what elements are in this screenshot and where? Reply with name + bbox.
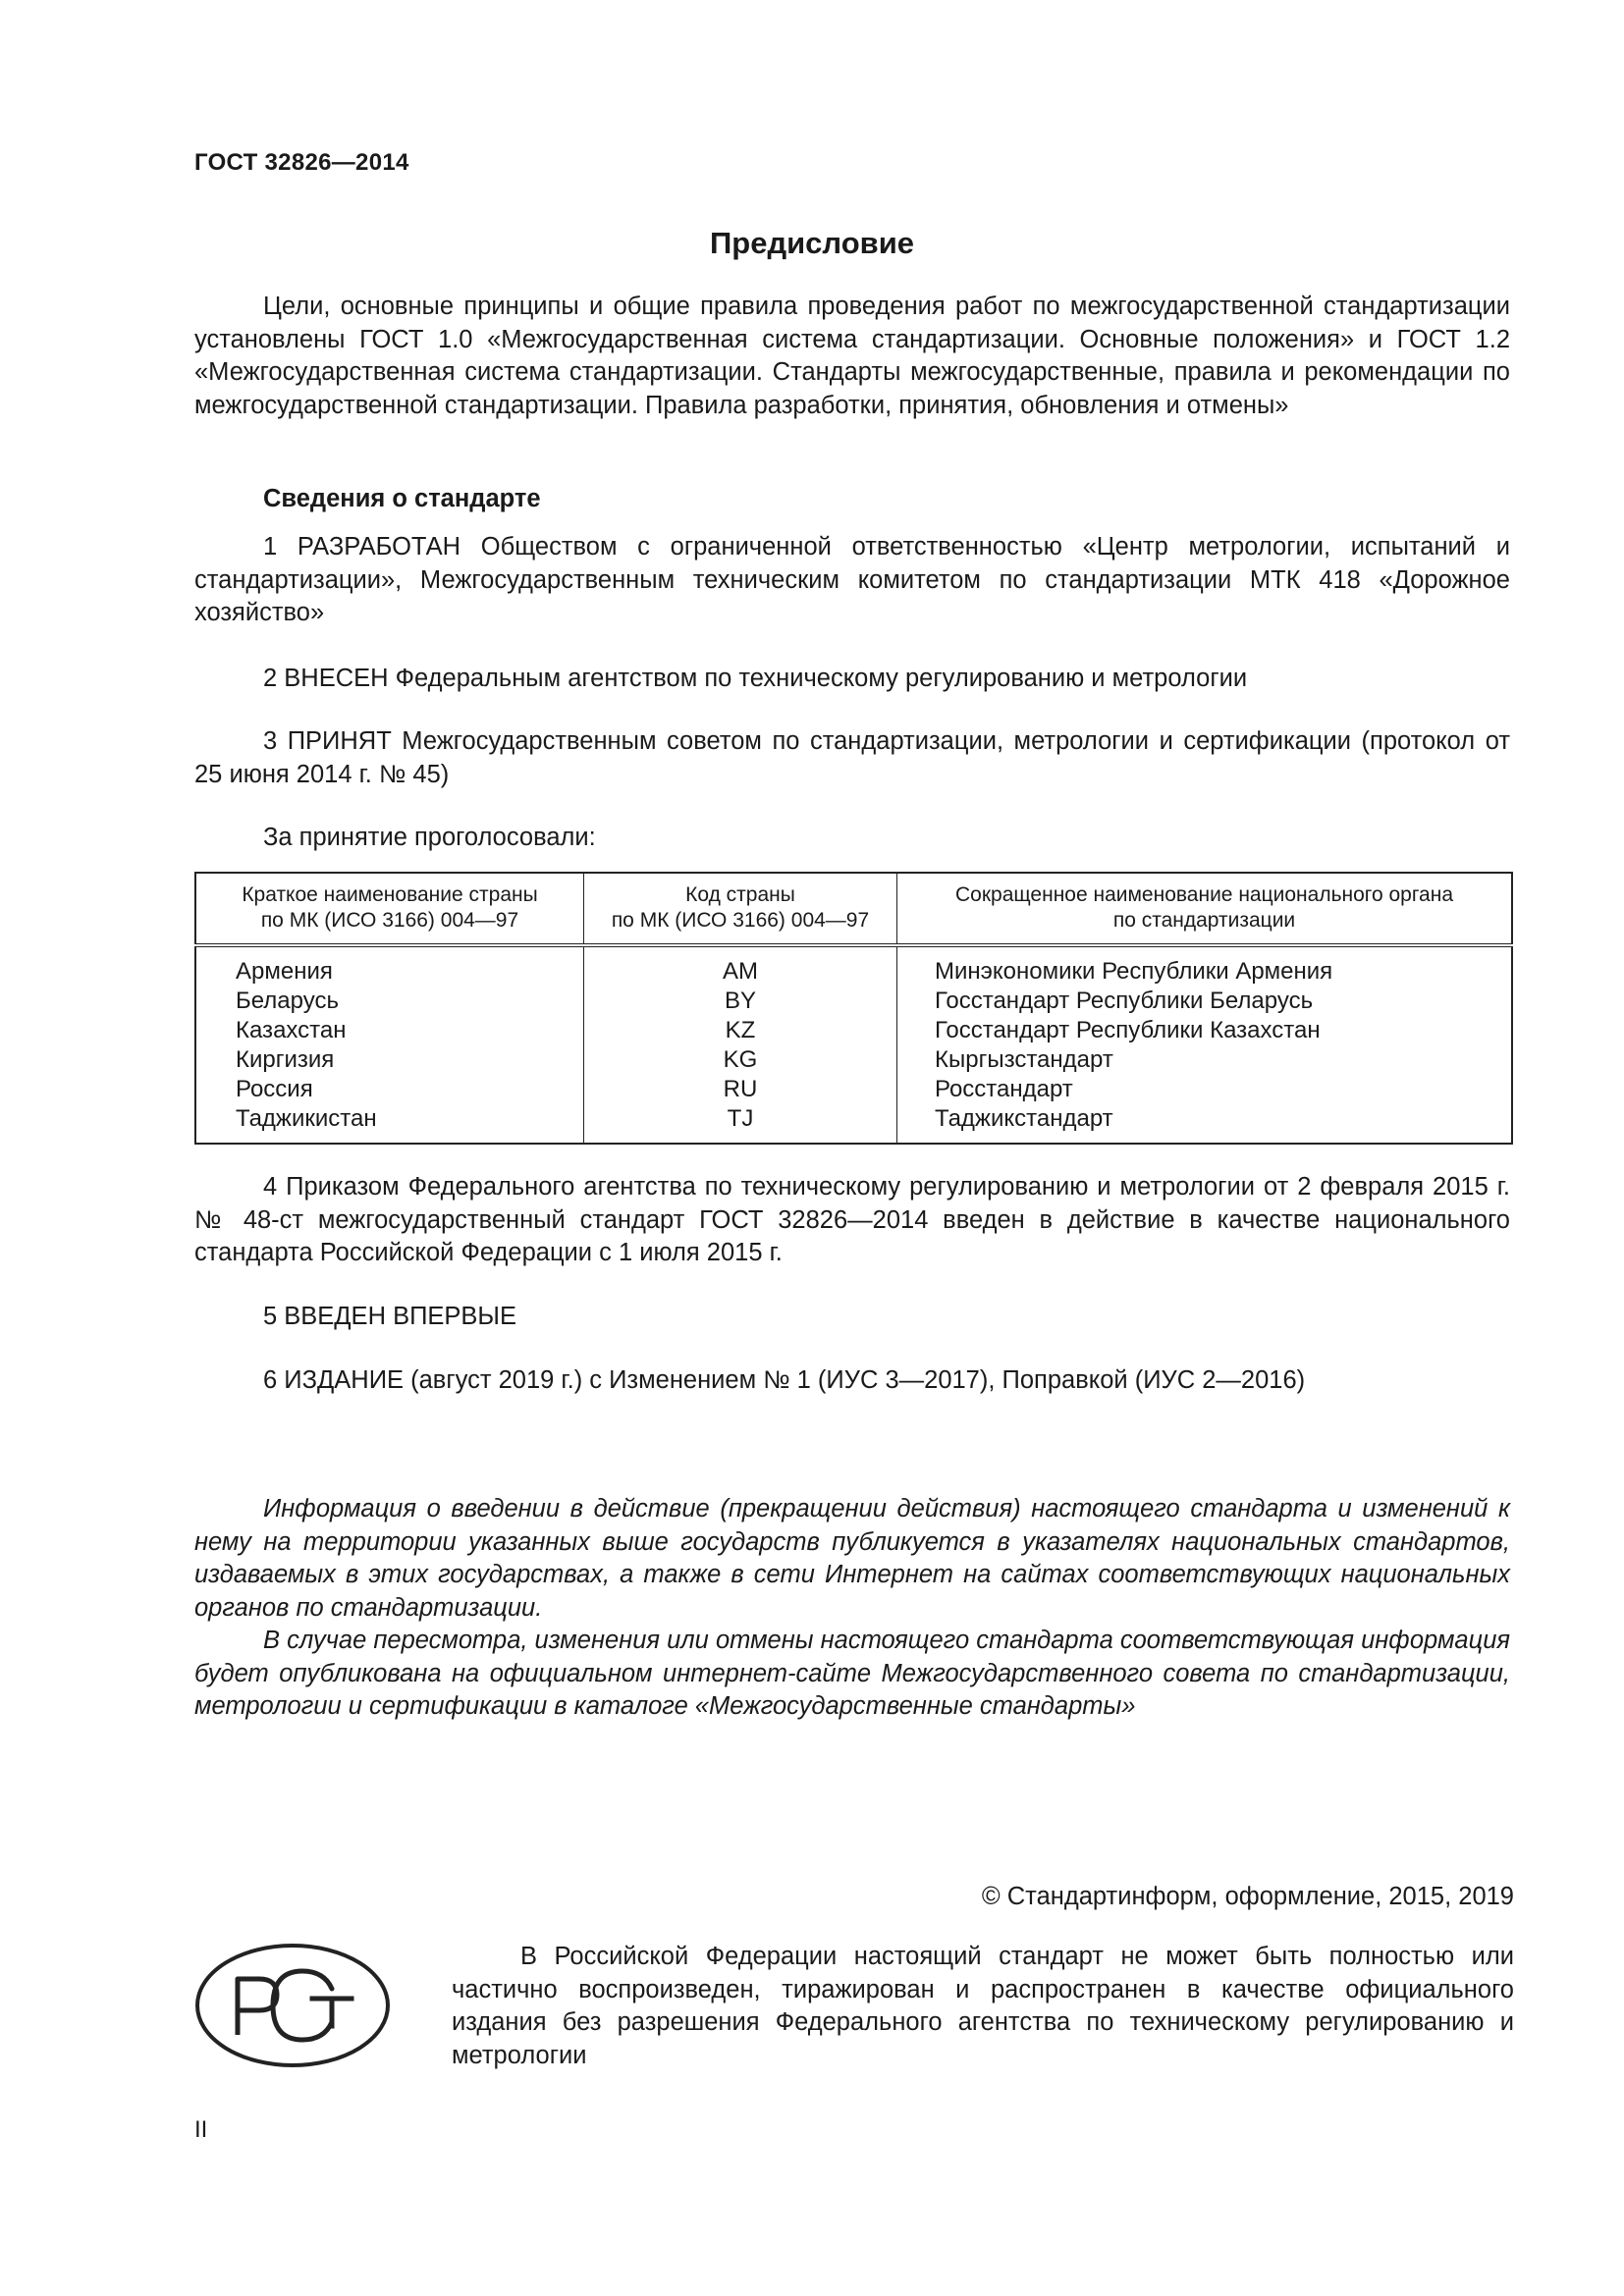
notice-paragraph-1: Информация о введении в действие (прекращении действия) настоящего стандарта и изменений к нему на территории указанных выше государств публикуется в указателях национальных стандартов, издаваемых в этих государствах, а также в сети Интернет на сайтах соответствующих национальных органов по стандартизации.	[194, 1495, 1510, 1622]
voting-table	[194, 872, 1513, 1145]
table-row	[195, 1045, 1512, 1075]
reproduction-rights-notice: В Российской Федерации настоящий стандарт не может быть полностью или частично воспроизведен, тиражирован и распространен в качестве официального издания без разрешения Федерального агентства по техническому регулированию и метрологии	[452, 1943, 1514, 2069]
country-cell: Беларусь	[195, 987, 584, 1016]
item-3-adopted: 3 ПРИНЯТ Межгосударственным советом по стандартизации, метрологии и сертификации (протокол от 25 июня 2014 г. № 45)	[194, 727, 1510, 788]
foreword-paragraph: Цели, основные принципы и общие правила проведения работ по межгосударственной стандартизации установлены ГОСТ 1.0 «Межгосударственная система стандартизации. Основные положения» и ГОСТ 1.2 «Межгосударственная система стандартизации. Стандарты межгосударственные, правила и рекомендации по межгосударственной стандартизации. Правила разработки, принятия, обновления и отмены»	[194, 293, 1510, 419]
country-cell: Армения	[195, 945, 584, 987]
column-header-code: Код страны по МК (ИСО 3166) 004—97	[584, 873, 897, 945]
table-row	[195, 987, 1512, 1016]
item-6-edition: 6 ИЗДАНИЕ (август 2019 г.) с Изменением № 1 (ИУС 3—2017), Поправкой (ИУС 2—2016)	[263, 1366, 1306, 1394]
body-cell: Таджикстандарт	[935, 1105, 1113, 1132]
notice-paragraph-2: В случае пересмотра, изменения или отмены настоящего стандарта соответствующая информация будет опубликована на официальном интернет-сайте Межгосударственного совета по стандартизации, метрологии и сертификации в каталоге «Межгосударственные стандарты»	[194, 1627, 1510, 1720]
table-row	[195, 945, 1512, 987]
code-cell: KZ	[584, 1016, 897, 1045]
copyright-line: © Стандартинформ, оформление, 2015, 2019	[981, 1883, 1514, 1910]
code-cell: RU	[584, 1075, 897, 1104]
table-row	[195, 1075, 1512, 1104]
code-cell: AM	[584, 945, 897, 987]
voted-label: За принятие проголосовали:	[263, 824, 596, 851]
country-cell: Киргизия	[195, 1045, 584, 1075]
body-cell: Кыргызстандарт	[935, 1046, 1113, 1073]
code-cell: KG	[584, 1045, 897, 1075]
page-title: Предисловие	[709, 226, 914, 260]
code-cell: BY	[584, 987, 897, 1016]
item-1-developed: 1 РАЗРАБОТАН Обществом с ограниченной ответственностью «Центр метрологии, испытаний и стандартизации», Межгосударственным техническим комитетом по стандартизации МТК 418 «Дорожное хозяйство»	[194, 533, 1510, 626]
table-row	[195, 1016, 1512, 1045]
table-row	[195, 1104, 1512, 1144]
country-cell: Таджикистан	[195, 1104, 584, 1144]
body-cell: Госстандарт Республики Беларусь	[935, 988, 1314, 1014]
column-header-body: Сокращенное наименование национального органа по стандартизации	[897, 873, 1513, 945]
body-cell: Росстандарт	[935, 1076, 1073, 1102]
rst-certification-mark-icon	[194, 1942, 391, 2069]
code-cell: TJ	[584, 1104, 897, 1144]
column-header-country: Краткое наименование страны по МК (ИСО 3166) 004—97	[195, 873, 584, 945]
body-cell: Госстандарт Республики Казахстан	[935, 1017, 1321, 1043]
item-5-introduced: 5 ВВЕДЕН ВПЕРВЫЕ	[263, 1303, 517, 1330]
country-cell: Россия	[195, 1075, 584, 1104]
body-cell: Минэкономики Республики Армения	[935, 958, 1333, 985]
info-heading: Сведения о стандарте	[263, 485, 541, 512]
page-number: II	[194, 2116, 208, 2143]
table-header-row	[195, 873, 1512, 945]
item-2-submitted: 2 ВНЕСЕН Федеральным агентством по техническому регулированию и метрологии	[263, 665, 1248, 692]
item-4-order: 4 Приказом Федерального агентства по техническому регулированию и метрологии от 2 февраля 2015 г. № 48-ст межгосударственный стандарт ГОСТ 32826—2014 введен в действие в качестве национального стандарта Российской Федерации с 1 июля 2015 г.	[194, 1173, 1510, 1266]
standard-designation: ГОСТ 32826—2014	[194, 149, 409, 176]
country-cell: Казахстан	[195, 1016, 584, 1045]
